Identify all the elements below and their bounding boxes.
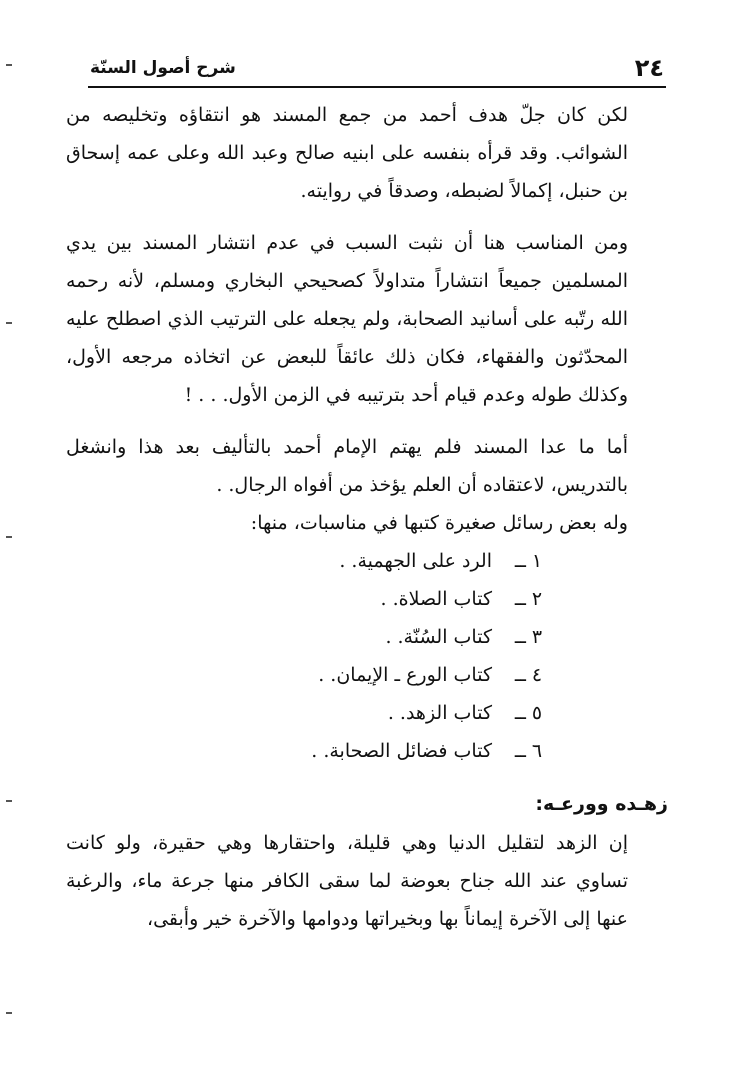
- section-heading: زهـده وورعـه:: [535, 793, 668, 815]
- page-body: [66, 96, 668, 938]
- paragraph-5: إن الزهد لتقليل الدنيا وهي قليلة، واحتقارها وهي حقيرة، ولو كانت تساوي عند الله جناح بعوضة لما سقى الكافر منها جرعة ماء، والرغبة عنها إلى الآخرة إيماناً بها وبخيراتها ودوامها والآخرة خير وأبقى،: [66, 832, 628, 930]
- list-item: ٦ــكتاب فضائل الصحابة. .: [311, 740, 543, 762]
- scan-mark: [6, 64, 12, 66]
- paragraph-1: لكن كان جلّ هدف أحمد من جمع المسند هو انتقاؤه وتخليصه من الشوائب. وقد قرأه بنفسه على ابنيه صالح وعبد الله وعلى عمه إسحاق بن حنبل، إكمالاً لضبطه، وصدقاً في روايته.: [66, 104, 628, 202]
- list-item: ٣ــكتاب السُنّة. .: [385, 626, 543, 648]
- running-title: شرح أصول السنّة: [90, 58, 236, 78]
- list-item: ١ــالرد على الجهمية. .: [339, 550, 543, 572]
- works-list: [66, 542, 668, 770]
- page-header: [88, 52, 666, 88]
- paragraph-3: أما ما عدا المسند فلم يهتم الإمام أحمد بالتأليف بعد هذا وانشغل بالتدريس، لاعتقاده أن العلم يؤخذ من أفواه الرجال. .: [66, 436, 628, 496]
- list-item: ٤ــكتاب الورع ـ الإيمان. .: [318, 664, 543, 686]
- paragraph-2: ومن المناسب هنا أن نثبت السبب في عدم انتشار المسند بين يدي المسلمين جميعاً انتشاراً متداولاً كصحيحي البخاري ومسلم، لأنه رحمه الله رتّبه على أسانيد الصحابة، ولم يجعله على الترتيب الذي اصطلح عليه المحدّثون والفقهاء، فكان ذلك عائقاً للبعض عن اتخاذه مرجعه الأول، وكذلك طوله وعدم قيام أحد بترتيبه في الزمن الأول. . . !: [66, 232, 628, 406]
- scan-mark: [6, 1012, 12, 1014]
- paragraph-4: وله بعض رسائل صغيرة كتبها في مناسبات، منها:: [250, 512, 628, 534]
- list-item: ٥ــكتاب الزهد. .: [387, 702, 543, 724]
- scan-mark: [6, 322, 12, 324]
- scan-mark: [6, 536, 12, 538]
- list-item: ٢ــكتاب الصلاة. .: [380, 588, 543, 610]
- scan-mark: [6, 800, 12, 802]
- page-number: ٢٤: [634, 54, 664, 82]
